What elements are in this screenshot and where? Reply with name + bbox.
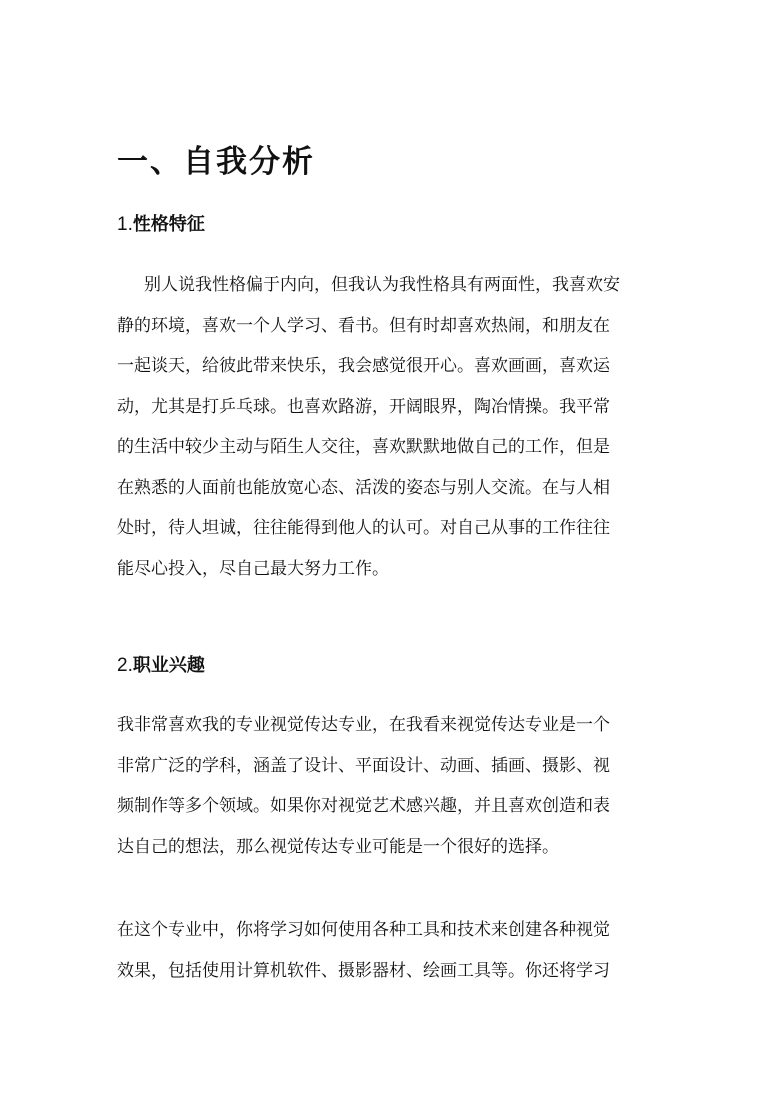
text-line: 处时，待人坦诚，往往能得到他人的认可。对自己从事的工作往往 [117, 518, 610, 538]
paragraph-interest-2 [117, 910, 667, 991]
text-line: 能尽心投入，尽自己最大努力工作。 [117, 558, 389, 579]
text-line: 动，尤其是打乒乓球。也喜欢路游，开阔眼界，陶冶情操。我平常 [117, 396, 610, 417]
text-line: 我非常喜欢我的专业视觉传达专业，在我看来视觉传达专业是一个 [117, 715, 610, 735]
text-line: 别人说我性格偏于内向，但我认为我性格具有两面性，我喜欢安 [144, 275, 620, 295]
paragraph-interest-1 [117, 705, 667, 867]
section-heading-personality [117, 211, 205, 239]
text-line: 一起谈天，给彼此带来快乐，我会感觉很开心。喜欢画画，喜欢运 [117, 356, 610, 376]
section-title: 性格特征 [132, 214, 205, 235]
text-line: 在这个专业中，你将学习如何使用各种工具和技术来创建各种视觉 [117, 920, 610, 940]
text-line: 的生活中较少主动与陌生人交往，喜欢默默地做自己的工作，但是 [117, 437, 610, 457]
text-line: 效果，包括使用计算机软件、摄影器材、绘画工具等。你还将学习 [117, 960, 610, 981]
paragraph-personality [117, 265, 667, 589]
text-line: 频制作等多个领域。如果你对视觉艺术感兴趣，并且喜欢创造和表 [117, 796, 610, 816]
section-number: 2. [117, 655, 133, 676]
text-line: 静的环境，喜欢一个人学习、看书。但有时却喜欢热闹，和朋友在 [117, 315, 610, 336]
section-number: 1. [117, 214, 133, 235]
main-heading: 一、自我分析 [117, 144, 315, 180]
text-line: 非常广泛的学科，涵盖了设计、平面设计、动画、插画、摄影、视 [117, 755, 610, 776]
section-heading-interest [117, 652, 205, 680]
text-line: 达自己的想法，那么视觉传达专业可能是一个很好的选择。 [117, 836, 559, 857]
text-line: 在熟悉的人面前也能放宽心态、活泼的姿态与别人交流。在与人相 [117, 477, 610, 498]
section-title: 职业兴趣 [132, 655, 205, 676]
